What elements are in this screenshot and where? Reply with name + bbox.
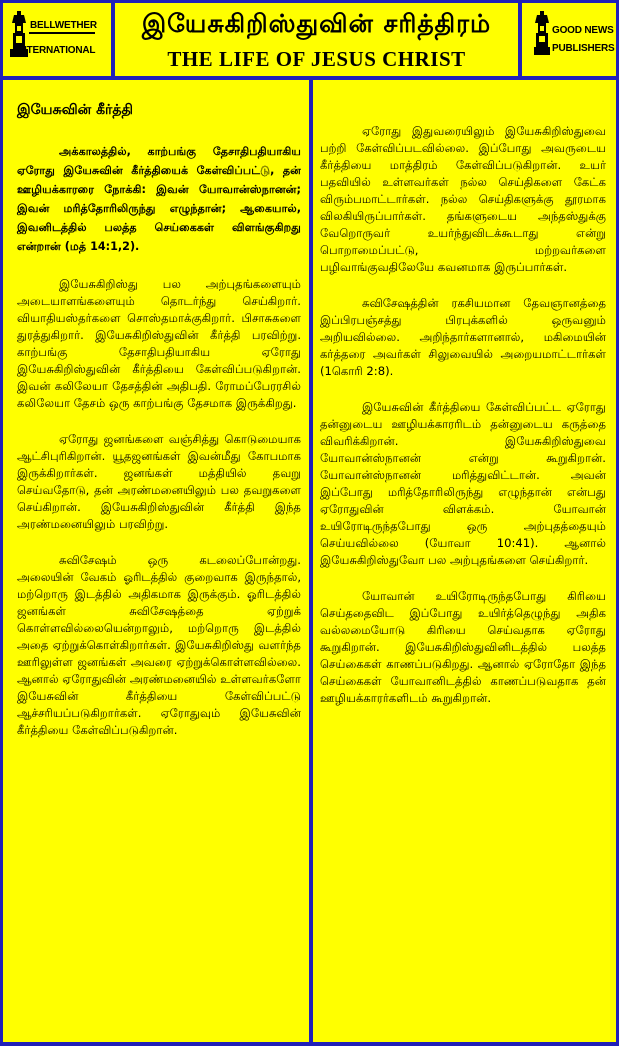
paragraph: யோவான் உயிரோடிருந்தபோது கிரியை செய்ததைவிட இப்போது உயிர்த்தெழுந்து அதிக வல்லமையோடு கிரியை செய்வதாக ஏரோது கூறுகிறான். இயேசுகிறிஸ்துவினிடத்தில் பலத்த செய்கைகள் காணப்படுகிறது. ஆனால் ஏரோதோ இந்த செய்கைகள் யோவானிடத்தில் காணப்படுவதாக தன் ஊழியக்காரர்களிடம் கூறுகிறான்.: [320, 589, 606, 705]
paragraph: இயேசுவின் கீர்த்தியை கேள்விப்பட்ட ஏரோது தன்னுடைய ஊழியக்காரரிடம் தன்னுடைய கருத்தை விவரிக்கிறான். இயேசுகிறிஸ்துவை யோவான்ஸ்நானன் என்று கூறுகிறான். யோவான்ஸ்நானன் மரித்துவிட்டான். அவன் இப்போது மரித்தோரிலிருந்து எழுந்தான் என்பது ஏரோதுவின் விளக்கம். யோவான் உயிரோடிருந்தபோது ஒரு அற்புதத்தையும் செய்யவில்லை (யோவா 10:41). ஆனால் இயேசுகிறிஸ்துவோ பல அற்புதங்களை செய்கிறார்.: [320, 400, 606, 567]
paragraph: சுவிசேஷத்தின் ரகசியமான தேவஞானத்தை இப்பிரபஞ்சத்து பிரபுக்களில் ஒருவனும் அறியவில்லை. அறிந்தார்களானால், மகிமையின் கர்த்தரை அவர்கள் சிலுவையில் அறையமாட்டார்கள் (1கொரி 2:8).: [320, 296, 606, 378]
paragraph: ஏரோது ஜனங்களை வஞ்சித்து கொடுமையாக ஆட்சிபுரிகிறான். யூதஜனங்கள் இவன்மீது கோபமாக இருக்கிறார்கள். ஜனங்கள் மத்தியில் தவறு செய்வதோடு, தன் அரண்மனையிலும் பல தவறுகளை செய்கிறான். இயேசுகிறிஸ்துவின் கீர்த்தி இந்த அரண்மனையிலும் பரவிற்று.: [17, 432, 301, 531]
page-title-english: THE LIFE OF JESUS CHRIST: [167, 47, 466, 71]
right-column: [313, 80, 616, 1042]
logo-line1: GOOD NEWS: [552, 25, 614, 36]
paragraph: இயேசுகிறிஸ்து பல அற்புதங்களையும் அடையாளங்களையும் தொடர்ந்து செய்கிறார். வியாதியஸ்தர்களை சொஸ்தமாக்குகிறார். பிசாசுகளை துரத்துகிறார். இயேசுகிறிஸ்துவின் கீர்த்தி பரவிற்று. காற்பங்கு தேசாதிபதியாகிய ஏரோது இயேசுகிறிஸ்துவின் கீர்த்தியை கேள்விப்படுகிறான். இவன் கலிலேயா தேசத்தின் அதிபதி. ரோமப்பேரரசில் கலிலேயா தேசம் ஒரு காற்பங்கு தேசமாக இருக்கிறது.: [17, 277, 301, 410]
paragraph: ஏரோது இதுவரையிலும் இயேசுகிறிஸ்துவை பற்றி கேள்விப்படவில்லை. இப்போது அவருடைய கீர்த்தியை மாத்திரம் கேள்விப்படுகிறான். உயர் பதவியில் உள்ளவர்கள் நல்ல செய்திகளை கேட்க விரும்பமாட்டார்கள். நல்ல செய்திகளுக்கு தூரமாக விலகியிருப்பார்கள். தங்களுடைய அந்தஸ்துக்கு வேறொருவர் உயர்ந்துவிடக்கூடாது என்று பொறாமைப்பட்டு, மற்றவர்களை பழிவாங்குவதிலேயே கவனமாக இருப்பார்கள்.: [320, 124, 606, 274]
lead-verse: அக்காலத்தில், காற்பங்கு தேசாதிபதியாகிய ஏரோது இயேசுவின் கீர்த்தியைக் கேள்விப்பட்டு, தன் ஊழியக்காரரை நோக்கி: இவன் யோவான்ஸ்நானன்; இவன் மரித்தோரிலிருந்து எழுந்தான்; ஆகையால், இவனிடத்தில் பலத்த செய்கைகள் விளங்குகிறது என்றான் (மத் 14:1,2).: [17, 145, 301, 253]
page-title-banner: [115, 3, 518, 76]
section-heading: இயேசுவின் கீர்த்தி: [17, 102, 133, 118]
bell-tower-icon: [534, 11, 550, 55]
good-news-logo: [522, 3, 616, 76]
logo-line2: PUBLISHERS: [552, 43, 615, 54]
page-title-tamil: இயேசுகிறிஸ்துவின் சரித்திரம்: [141, 9, 492, 38]
logo-line2: INTERNATIONAL: [17, 45, 96, 56]
paragraph: சுவிசேஷம் ஒரு கடலைப்போன்றது. அலையின் வேகம் ஓரிடத்தில் குறைவாக இருந்தால், மற்றொரு இடத்தில் அதிகமாக இருக்கும். ஓரிடத்தில் ஜனங்கள் சுவிசேஷத்தை ஏற்றுக் கொள்ளவில்லையென்றாலும், மற்றொரு இடத்தில் அதை ஏற்றுக்கொள்கிறார்கள். இயேசுகிறிஸ்து வளர்ந்த ஊரிலுள்ள ஜனங்கள் அவரை ஏற்றுக்கொள்ளவில்லை. ஆனால் ஏரோதுவின் அரண்மனையில் உள்ளவர்களோ இயேசுவின் கீர்த்தியை கேள்விப்பட்டு ஆச்சரியப்படுகிறார்கள். ஏரோதுவும் இயேசுவின் கீர்த்தியை கேள்விப்படுகிறான்.: [17, 553, 301, 737]
left-column: [3, 80, 309, 1042]
logo-line1: BELLWETHER: [30, 20, 97, 31]
bellwether-logo: [3, 3, 111, 76]
